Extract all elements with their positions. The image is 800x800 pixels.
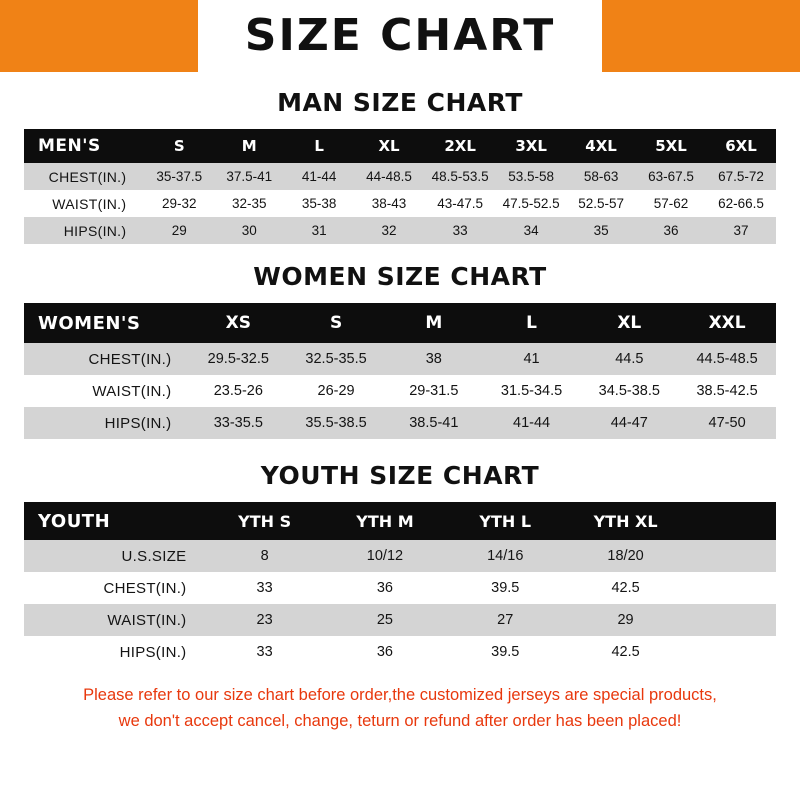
header-cell-xs: XS — [189, 303, 287, 343]
row-label: WAIST(IN.) — [24, 375, 189, 407]
row-label: HIPS(IN.) — [24, 217, 144, 244]
cell: 33 — [424, 217, 496, 244]
cell: 36 — [325, 572, 445, 604]
cell: 34 — [496, 217, 566, 244]
cell: 32 — [354, 217, 424, 244]
cell: 44.5-48.5 — [678, 343, 776, 375]
cell: 33 — [204, 636, 324, 668]
header-cell-m: M — [385, 303, 483, 343]
cell: 44.5 — [580, 343, 678, 375]
table-header-row — [24, 303, 776, 343]
cell: 39.5 — [445, 572, 565, 604]
page-title: SIZE CHART — [244, 10, 556, 61]
cell: 23.5-26 — [189, 375, 287, 407]
table-row — [24, 572, 776, 604]
row-label: CHEST(IN.) — [24, 163, 144, 190]
cell: 37.5-41 — [214, 163, 284, 190]
header-cell-2xl: 2XL — [424, 129, 496, 163]
cell: 42.5 — [565, 636, 685, 668]
cell: 35 — [566, 217, 636, 244]
cell: 35-38 — [284, 190, 354, 217]
cell: 33 — [204, 572, 324, 604]
cell: 57-62 — [636, 190, 706, 217]
cell: 44-47 — [580, 407, 678, 439]
cell: 47.5-52.5 — [496, 190, 566, 217]
man-size-table — [24, 129, 776, 244]
row-label: HIPS(IN.) — [24, 407, 189, 439]
table-row — [24, 604, 776, 636]
cell: 29-32 — [144, 190, 214, 217]
header-cell-xl: XL — [354, 129, 424, 163]
table-row — [24, 343, 776, 375]
cell: 38.5-42.5 — [678, 375, 776, 407]
table-row — [24, 540, 776, 572]
header-cell-xl: XL — [580, 303, 678, 343]
cell: 43-47.5 — [424, 190, 496, 217]
cell: 38-43 — [354, 190, 424, 217]
content — [0, 88, 800, 734]
cell: 37 — [706, 217, 776, 244]
footer-note-line-2: we don't accept cancel, change, teturn or refund after order has been placed! — [118, 712, 682, 730]
cell-spacer — [686, 572, 776, 604]
header-cell-spacer — [686, 502, 776, 540]
header-cell-s: S — [144, 129, 214, 163]
youth-size-table — [24, 502, 776, 668]
cell: 32-35 — [214, 190, 284, 217]
row-label: WAIST(IN.) — [24, 190, 144, 217]
cell: 36 — [636, 217, 706, 244]
row-label: CHEST(IN.) — [24, 343, 189, 375]
cell: 41 — [483, 343, 581, 375]
cell: 38.5-41 — [385, 407, 483, 439]
table-header-row — [24, 502, 776, 540]
section-title-women: WOMEN SIZE CHART — [253, 262, 547, 291]
cell: 39.5 — [445, 636, 565, 668]
header-cell-xxl: XXL — [678, 303, 776, 343]
cell: 38 — [385, 343, 483, 375]
header-cell-6xl: 6XL — [706, 129, 776, 163]
table-row — [24, 636, 776, 668]
cell-spacer — [686, 540, 776, 572]
cell: 41-44 — [284, 163, 354, 190]
row-label: HIPS(IN.) — [24, 636, 204, 668]
cell: 18/20 — [565, 540, 685, 572]
table-row — [24, 217, 776, 244]
header-cell-yth-xl: YTH XL — [565, 502, 685, 540]
table-row — [24, 190, 776, 217]
cell: 30 — [214, 217, 284, 244]
cell: 47-50 — [678, 407, 776, 439]
women-size-table — [24, 303, 776, 439]
cell: 31.5-34.5 — [483, 375, 581, 407]
row-label: WAIST(IN.) — [24, 604, 204, 636]
cell: 36 — [325, 636, 445, 668]
cell: 34.5-38.5 — [580, 375, 678, 407]
cell: 25 — [325, 604, 445, 636]
cell-spacer — [686, 604, 776, 636]
cell: 53.5-58 — [496, 163, 566, 190]
table-row — [24, 375, 776, 407]
header-cell-5xl: 5XL — [636, 129, 706, 163]
cell: 26-29 — [287, 375, 385, 407]
header-cell-yth-s: YTH S — [204, 502, 324, 540]
cell: 67.5-72 — [706, 163, 776, 190]
cell: 44-48.5 — [354, 163, 424, 190]
header-cell-label: WOMEN'S — [24, 303, 189, 343]
section-title-man: MAN SIZE CHART — [277, 88, 523, 117]
footer-note — [24, 682, 776, 734]
row-label: U.S.SIZE — [24, 540, 204, 572]
header-cell-l: L — [483, 303, 581, 343]
cell: 42.5 — [565, 572, 685, 604]
cell: 14/16 — [445, 540, 565, 572]
cell: 35-37.5 — [144, 163, 214, 190]
banner — [0, 0, 800, 72]
header-cell-yth-l: YTH L — [445, 502, 565, 540]
cell: 27 — [445, 604, 565, 636]
cell: 29.5-32.5 — [189, 343, 287, 375]
cell: 41-44 — [483, 407, 581, 439]
cell: 8 — [204, 540, 324, 572]
table-row — [24, 163, 776, 190]
header-cell-label: YOUTH — [24, 502, 204, 540]
cell: 29 — [144, 217, 214, 244]
header-cell-3xl: 3XL — [496, 129, 566, 163]
header-cell-m: M — [214, 129, 284, 163]
header-cell-label: MEN'S — [24, 129, 144, 163]
footer-note-line-1: Please refer to our size chart before order,the customized jerseys are special products, — [83, 686, 717, 704]
section-title-youth: YOUTH SIZE CHART — [260, 461, 540, 490]
row-label: CHEST(IN.) — [24, 572, 204, 604]
cell: 58-63 — [566, 163, 636, 190]
table-row — [24, 407, 776, 439]
cell: 62-66.5 — [706, 190, 776, 217]
header-cell-s: S — [287, 303, 385, 343]
cell: 10/12 — [325, 540, 445, 572]
table-header-row — [24, 129, 776, 163]
cell: 32.5-35.5 — [287, 343, 385, 375]
cell: 31 — [284, 217, 354, 244]
header-cell-4xl: 4XL — [566, 129, 636, 163]
header-cell-l: L — [284, 129, 354, 163]
cell: 52.5-57 — [566, 190, 636, 217]
cell: 33-35.5 — [189, 407, 287, 439]
cell: 29-31.5 — [385, 375, 483, 407]
cell: 35.5-38.5 — [287, 407, 385, 439]
cell: 29 — [565, 604, 685, 636]
cell-spacer — [686, 636, 776, 668]
cell: 48.5-53.5 — [424, 163, 496, 190]
header-cell-yth-m: YTH M — [325, 502, 445, 540]
cell: 23 — [204, 604, 324, 636]
cell: 63-67.5 — [636, 163, 706, 190]
